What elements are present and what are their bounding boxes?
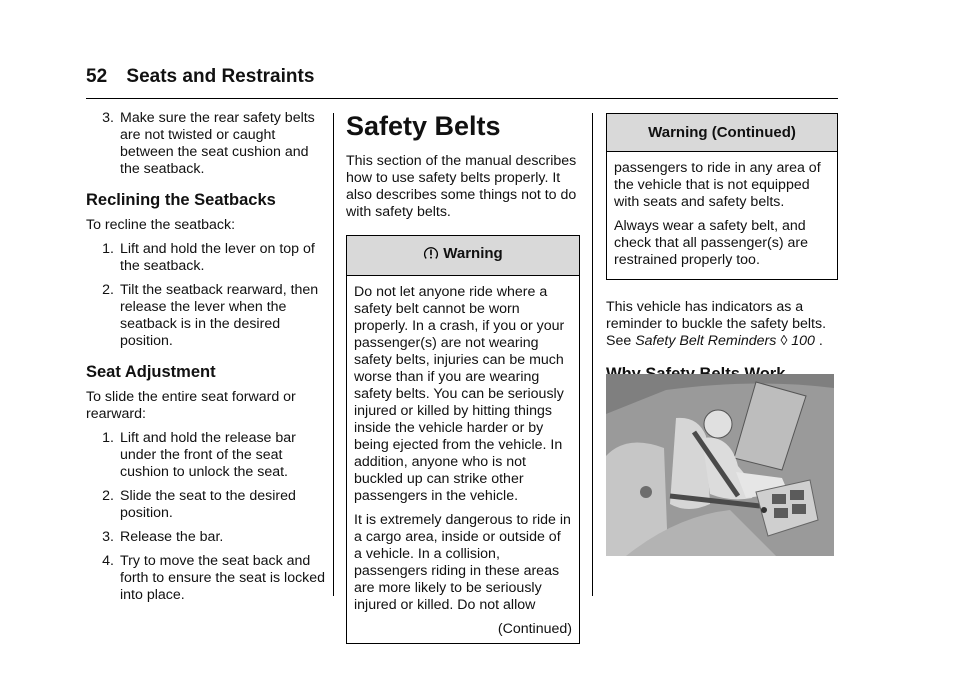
warning-box (346, 235, 580, 644)
list-number: 1. (102, 430, 114, 446)
cross-reference-title: Safety Belt Reminders (635, 333, 777, 349)
list-text: Lift and hold the lever on top of the seatback. (120, 241, 315, 274)
list-item (86, 553, 326, 604)
list-text: Lift and hold the release bar under the front of the seat cushion to unlock the seat. (120, 430, 296, 480)
warning-body (607, 152, 837, 279)
list-text: Slide the seat to the desired position. (120, 488, 296, 521)
section-heading-seat-adjustment: Seat Adjustment (86, 363, 216, 381)
warning-paragraph: passengers to ride in any area of the vehicle that is not equipped with seats and safety belts. (614, 160, 821, 210)
list-text: Make sure the rear safety belts are not twisted or caught between the seat cushion and the seatback. (120, 110, 315, 177)
list-item (86, 241, 326, 275)
warning-paragraph: It is extremely dangerous to ride in a cargo area, inside or outside of a vehicle. In a collision, passengers riding in these areas are more likely to be seriously injured or killed. Do not allow (354, 512, 571, 613)
column-divider-1 (333, 113, 334, 596)
list-item (86, 430, 326, 481)
warning-body (347, 276, 579, 643)
safety-belts-intro: This section of the manual describes how to use safety belts properly. It also describes some things not to do with safety belts. (346, 153, 577, 220)
cross-reference-page: 100 (791, 333, 815, 349)
list-number: 3. (102, 110, 114, 126)
list-item (86, 529, 326, 546)
reclining-intro: To recline the seatback: (86, 217, 236, 233)
warning-continued-box (606, 113, 838, 280)
column-divider-2 (592, 113, 593, 596)
page-title: Safety Belts (346, 111, 501, 141)
header-rule (86, 98, 838, 99)
warning-paragraph: Always wear a safety belt, and check that all passenger(s) are restrained properly too. (614, 218, 808, 268)
cross-reference-link[interactable] (635, 333, 815, 349)
list-item (86, 282, 326, 350)
list-item (86, 488, 326, 522)
list-number: 1. (102, 241, 114, 257)
warning-icon (423, 246, 439, 266)
reference-end: . (814, 333, 823, 349)
warning-continued-header: Warning (Continued) (607, 114, 837, 152)
column-2 (346, 110, 580, 644)
list-text: Release the bar. (120, 529, 224, 545)
column-3 (606, 113, 838, 391)
column-1 (86, 110, 326, 611)
list-number: 4. (102, 553, 114, 569)
page-reference-icon: ◊ (780, 333, 788, 349)
reminder-text: This vehicle has indicators as a reminder to buckle the safety belts. See (606, 299, 827, 349)
section-heading-reclining: Reclining the Seatbacks (86, 191, 276, 209)
list-text: Tilt the seatback rearward, then release the lever when the seatback is in the desired position. (120, 282, 319, 349)
section-title: Seats and Restraints (126, 66, 315, 87)
list-number: 2. (102, 282, 114, 298)
page-header (86, 66, 314, 88)
page-number: 52 (86, 66, 108, 87)
safety-belt-illustration (606, 374, 834, 556)
list-number: 3. (102, 529, 114, 545)
list-number: 2. (102, 488, 114, 504)
warning-paragraph: Do not let anyone ride where a safety belt cannot be worn properly. In a crash, if you or your passenger(s) are not wearing safety belts, injuries can be much worse than if you are wearing safety belts. You can be seriously injured or killed by hitting things inside the vehicle harder or by being ejected from the vehicle. In addition, anyone who is not buckled up can strike other passengers in the vehicle. (354, 284, 565, 504)
reminder-paragraph (606, 299, 838, 350)
warning-header (347, 236, 579, 276)
adjust-intro: To slide the entire seat forward or rearward: (86, 389, 296, 422)
list-text: Try to move the seat back and forth to ensure the seat is locked into place. (120, 553, 326, 603)
continued-label: (Continued) (497, 621, 572, 637)
warning-title: Warning (443, 245, 503, 262)
list-item (86, 110, 326, 178)
